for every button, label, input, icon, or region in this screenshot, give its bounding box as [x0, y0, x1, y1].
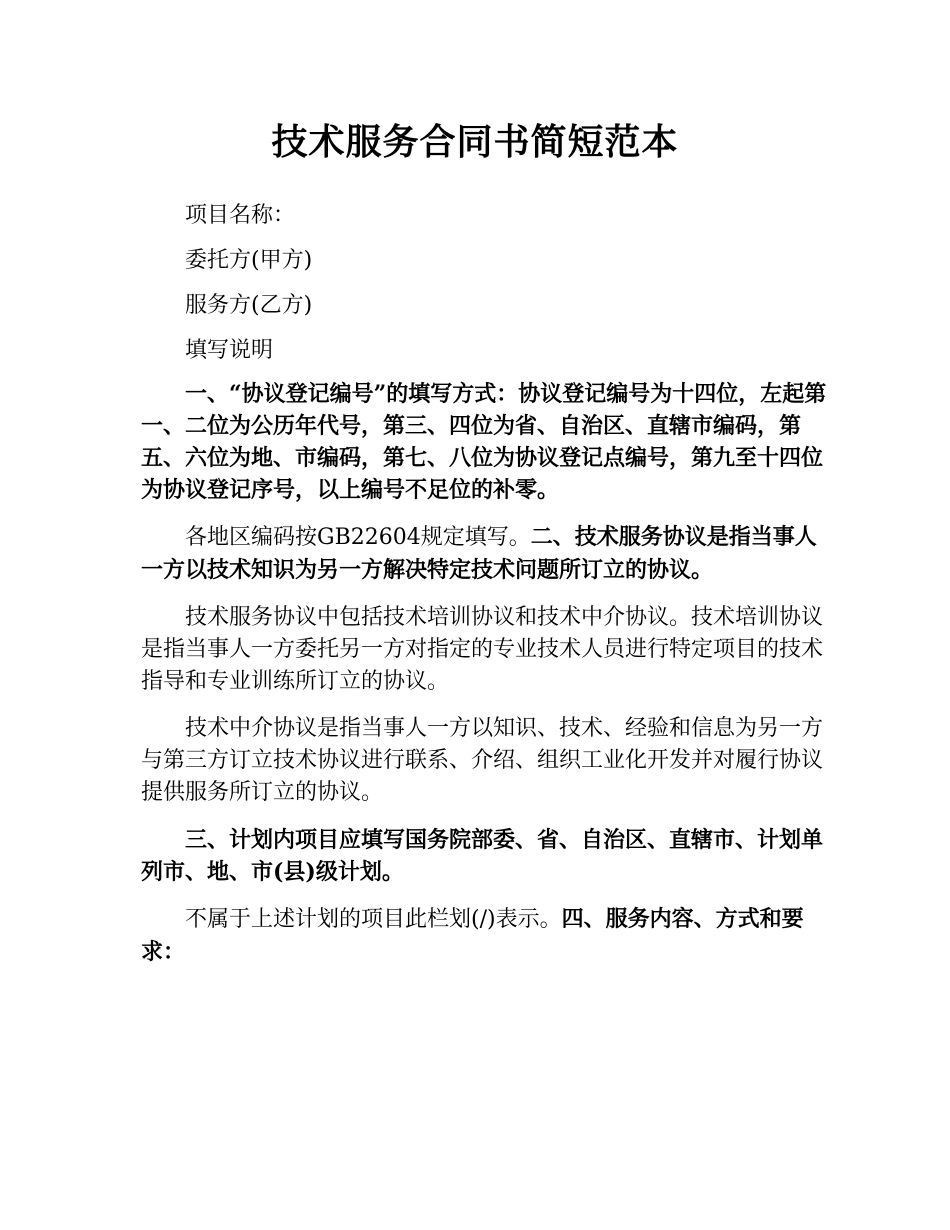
- region-code-note: 各地区编码按GB22604规定填写。: [185, 525, 531, 550]
- section-3-training-agreement: 技术服务协议中包括技术培训协议和技术中介协议。技术培训协议是指当事人一方委托另一方对指定的专业技术人员进行特定项目的技术指导和专业训练所订立的协议。: [141, 605, 824, 694]
- section-5-plan-projects: 三、计划内项目应填写国务院部委、省、自治区、直辖市、计划单列市、地、市(县)级计划。: [141, 827, 824, 885]
- section-4-intermediary-agreement: 技术中介协议是指当事人一方以知识、技术、经验和信息为另一方与第三方订立技术协议进行联系、介绍、组织工业化开发并对履行协议提供服务所订立的协议。: [141, 716, 824, 805]
- section-1-registration-number: 一、“协议登记编号”的填写方式：协议登记编号为十四位，左起第一、二位为公历年代号，第三、四位为省、自治区、直辖市编码，第五、六位为地、市编码，第七、八位为协议登记点编号，第九至十四位为协议登记序号，以上编号不足位的补零。: [141, 381, 827, 503]
- field-fill-instructions: 填写说明: [185, 338, 274, 363]
- field-service-party-b: 服务方(乙方): [185, 293, 313, 318]
- section-6-heading: 四、服务内容、方式和要求：: [141, 906, 804, 965]
- field-client-party-a: 委托方(甲方): [185, 248, 313, 273]
- page-title: 技术服务合同书简短范本: [271, 121, 679, 163]
- document-body: [141, 200, 831, 984]
- section-6-paragraph: [141, 903, 831, 969]
- non-plan-note: 不属于上述计划的项目此栏划(/)表示。: [185, 907, 562, 932]
- section-2-paragraph: [141, 521, 831, 587]
- field-project-name: 项目名称：: [185, 203, 296, 228]
- section-2-heading: 二、技术服务协议是指当事人一方以技术知识为另一方解决特定技术问题所订立的协议。: [141, 524, 817, 583]
